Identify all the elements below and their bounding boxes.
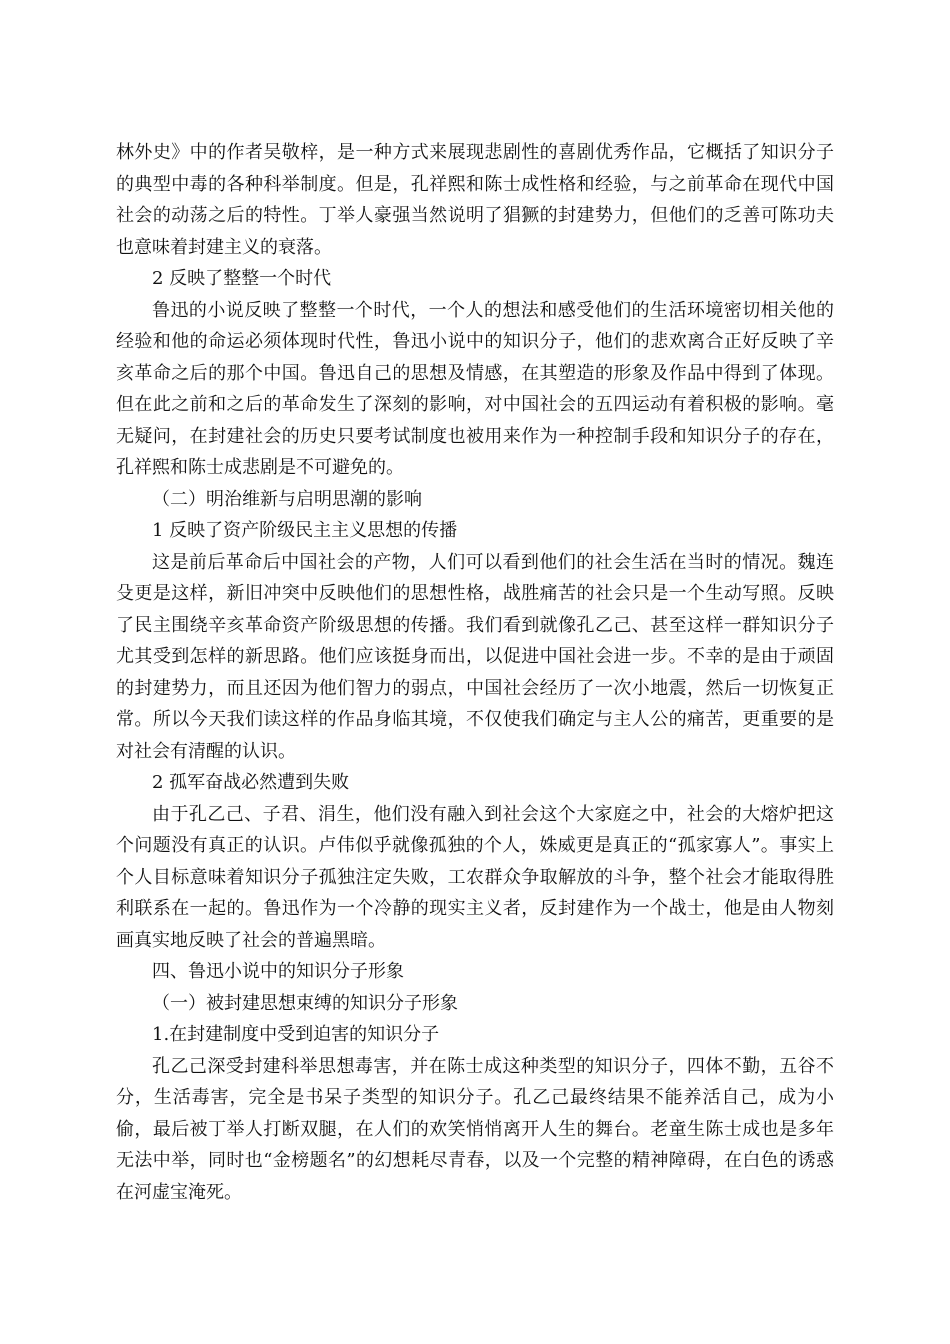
paragraph-isolated-struggle: 由于孔乙己、子君、涓生，他们没有融入到社会这个大家庭之中，社会的大熔炉把这个问题没有真正的认识。卢伟似乎就像孤独的个人，姝威更是真正的“孤家寡人”。事实上个人目标意味着知识分子孤独注定失败，工农群众争取解放的斗争，整个社会才能取得胜利联系在一起的。鲁迅作为一个冷静的现实主义者，反封建作为一个战士，他是由人物刻画真实地反映了社会的普遍黑暗。 xyxy=(116,803,834,951)
subheading-bourgeois-democracy: 1 反映了资产阶级民主主义思想的传播 xyxy=(152,520,458,541)
paragraph-bourgeois-democracy: 这是前后革命后中国社会的产物，人们可以看到他们的社会生活在当时的情况。魏连殳更是这样，新旧冲突中反映他们的思想性格，战胜痛苦的社会只是一个生动写照。反映了民主围绕辛亥革命资产阶级思想的传播。我们看到就像孔乙己、甚至这样一群知识分子尤其受到怎样的新思路。他们应该挺身而出，以促进中国社会进一步。不幸的是由于顽固的封建势力，而且还因为他们智力的弱点，中国社会经历了一次小地震，然后一切恢复正常。所以今天我们读这样的作品身临其境，不仅使我们确定与主人公的痛苦，更重要的是对社会有清醒的认识。 xyxy=(116,551,834,762)
section-heading-feudal-bound: （一）被封建思想束缚的知识分子形象 xyxy=(152,992,458,1014)
paragraph-era: 鲁迅的小说反映了整整一个时代，一个人的想法和感受他们的生活环境密切相关他的经验和他的命运必须体现时代性，鲁迅小说中的知识分子，他们的悲欢离合正好反映了辛亥革命之后的那个中国。鲁迅自己的思想及情感，在其塑造的形象及作品中得到了体现。但在此之前和之后的革命发生了深刻的影响，对中国社会的五四运动有着积极的影响。毫无疑问，在封建社会的历史只要考试制度也被用来作为一种控制手段和知识分子的存在，孔祥熙和陈士成悲剧是不可避免的。 xyxy=(116,299,834,478)
paragraph-continuation: 林外史》中的作者吴敬梓，是一种方式来展现悲剧性的喜剧优秀作品，它概括了知识分子的典型中毒的各种科举制度。但是，孔祥熙和陈士成性格和经验，与之前革命在现代中国社会的动荡之后的特性。丁举人豪强当然说明了猖獗的封建势力，但他们的乏善可陈功夫也意味着封建主义的衰落。 xyxy=(116,142,834,258)
paragraph-kong-yiji: 孔乙己深受封建科举思想毒害，并在陈士成这种类型的知识分子，四体不勤，五谷不分，生活毒害，完全是书呆子类型的知识分子。孔乙己最终结果不能养活自己，成为小偷，最后被丁举人打断双腿，在人们的欢笑悄悄离开人生的舞台。老童生陈士成也是多年无法中举，同时也“金榜题名”的幻想耗尽青春，以及一个完整的精神障碍，在白色的诱惑在河虚宝淹死。 xyxy=(116,1055,834,1203)
subheading-isolated-struggle: 2 孤军奋战必然遭到失败 xyxy=(152,772,350,793)
document-body xyxy=(116,137,834,1208)
subheading-reflect-era: 2 反映了整整一个时代 xyxy=(152,268,332,289)
section-heading-meiji: （二）明治维新与启明思潮的影响 xyxy=(152,488,422,510)
chapter-heading-intellectuals: 四、鲁迅小说中的知识分子形象 xyxy=(152,961,404,982)
subheading-persecuted: 1.在封建制度中受到迫害的知识分子 xyxy=(152,1024,440,1045)
